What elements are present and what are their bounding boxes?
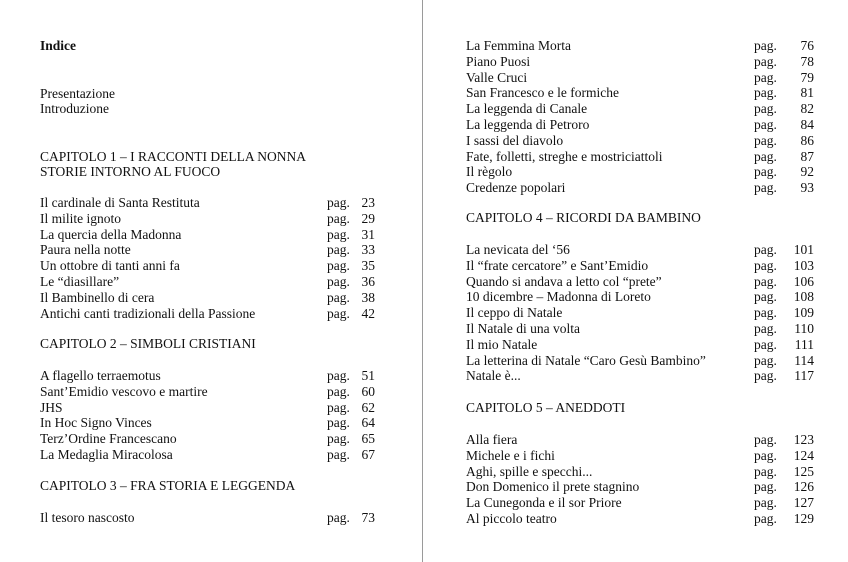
toc-entry-pag-label: pag. [754, 336, 777, 352]
toc-entry-title: La Femmina Morta [466, 38, 571, 53]
toc-entry-title: La Medaglia Miracolosa [40, 447, 173, 462]
toc-entry-page-number: 23 [361, 195, 375, 210]
toc-entry-page-number: 60 [361, 383, 375, 399]
toc-entry-pag-label: pag. [754, 85, 777, 101]
toc-entry-pag-label: pag. [754, 38, 777, 53]
toc-entry-pag-label: pag. [754, 132, 777, 148]
toc-entry-page-number: 76 [800, 38, 814, 53]
toc-entry-pag-label: pag. [754, 479, 777, 495]
toc-entry-title: La quercia della Madonna [40, 226, 182, 242]
toc-entry-pag-label: pag. [754, 511, 777, 526]
right-page [425, 0, 848, 562]
toc-entry-pag-label: pag. [754, 432, 777, 447]
toc-entry-pag-label: pag. [327, 415, 350, 431]
toc-entry-pag-label: pag. [327, 510, 350, 525]
toc-entry-pag-label: pag. [754, 69, 777, 85]
toc-entry-page-number: 93 [800, 180, 814, 196]
toc-entry-pag-label: pag. [754, 164, 777, 180]
toc-entry-pag-label: pag. [327, 258, 350, 274]
toc-entry-pag-label: pag. [754, 53, 777, 69]
toc-entry-pag-label: pag. [754, 117, 777, 132]
page-divider [422, 0, 423, 562]
toc-entry-title: Valle Cruci [466, 69, 528, 85]
toc-entry-pag-label: pag. [754, 180, 777, 196]
toc-entry-pag-label: pag. [327, 431, 350, 447]
toc-entry-page-number: 82 [800, 101, 814, 117]
toc-entry-title: Il “frate cercatore” e Sant’Emidio [466, 257, 649, 273]
toc-entry-pag-label: pag. [327, 447, 350, 462]
toc-entry-page-number: 62 [361, 399, 375, 415]
intro-presentazione: Presentazione [40, 86, 115, 101]
toc-entry-page-number: 81 [800, 85, 814, 101]
toc-entry-title: Il tesoro nascosto [40, 510, 135, 525]
toc-entry-title: Natale è... [466, 368, 521, 384]
toc-entry-page-number: 123 [793, 432, 814, 447]
toc-entry-page-number: 126 [793, 479, 814, 495]
toc-entry-pag-label: pag. [754, 273, 777, 289]
toc-entry-page-number: 29 [361, 210, 375, 226]
toc-entry-title: Quando si andava a letto col “prete” [466, 273, 662, 289]
toc-entry-title: Paura nella notte [40, 242, 131, 258]
chapter-1-title-line2: STORIE INTORNO AL FUOCO [40, 164, 221, 179]
chapter-4-title: CAPITOLO 4 – RICORDI DA BAMBINO [466, 210, 701, 225]
toc-entry-page-number: 51 [361, 368, 375, 383]
toc-entry-title: Piano Puosi [466, 53, 531, 69]
toc-entry-title: Il milite ignoto [40, 210, 121, 226]
toc-entry-title: Credenze popolari [466, 180, 566, 196]
toc-entry-page-number: 78 [800, 53, 814, 69]
toc-entry-pag-label: pag. [754, 321, 777, 336]
toc-entry-page-number: 38 [361, 289, 375, 305]
toc-entry-page-number: 103 [793, 257, 814, 273]
toc-entry-title: Aghi, spille e specchi... [466, 463, 593, 479]
toc-entry-pag-label: pag. [327, 368, 350, 383]
toc-entry-page-number: 92 [800, 164, 814, 180]
toc-entry-title: Il Bambinello di cera [40, 289, 155, 305]
toc-entry-page-number: 110 [794, 321, 814, 336]
toc-entry-pag-label: pag. [754, 148, 777, 164]
toc-entry-title: Il ceppo di Natale [466, 305, 563, 321]
toc-entry-title: La leggenda di Petroro [466, 117, 590, 132]
toc-entry-title: A flagello terraemotus [40, 368, 161, 383]
intro-introduzione: Introduzione [40, 101, 109, 116]
toc-entry-page-number: 114 [794, 352, 814, 368]
toc-entry-page-number: 109 [793, 305, 814, 321]
toc-entry-page-number: 36 [361, 274, 375, 289]
toc-entry-title: San Francesco e le formiche [466, 85, 619, 101]
toc-entry-page-number: 73 [361, 510, 375, 525]
toc-entry-title: La Cunegonda e il sor Priore [466, 495, 622, 511]
chapter-5-title: CAPITOLO 5 – ANEDDOTI [466, 400, 626, 415]
toc-entry-pag-label: pag. [754, 352, 777, 368]
toc-entry-pag-label: pag. [754, 463, 777, 479]
toc-entry-pag-label: pag. [327, 210, 350, 226]
toc-entry-pag-label: pag. [754, 289, 777, 305]
toc-entry-page-number: 42 [361, 305, 375, 321]
toc-entry-title: Alla fiera [466, 432, 518, 447]
toc-entry-title: Sant’Emidio vescovo e martire [40, 383, 208, 399]
toc-entry-title: Il règolo [466, 164, 513, 180]
toc-entry-pag-label: pag. [754, 101, 777, 117]
toc-entry-title: 10 dicembre – Madonna di Loreto [466, 289, 651, 305]
toc-entry-page-number: 65 [361, 431, 375, 447]
toc-entry-pag-label: pag. [754, 447, 777, 463]
chapter-1-title-line1: CAPITOLO 1 – I RACCONTI DELLA NONNA [40, 149, 306, 164]
toc-entry-pag-label: pag. [754, 257, 777, 273]
toc-entry-title: I sassi del diavolo [466, 132, 564, 148]
toc-entry-pag-label: pag. [754, 368, 777, 384]
toc-entry-page-number: 111 [794, 336, 814, 352]
chapter-3-title: CAPITOLO 3 – FRA STORIA E LEGGENDA [40, 478, 296, 493]
toc-entry-page-number: 79 [800, 69, 814, 85]
toc-entry-title: Il mio Natale [466, 336, 538, 352]
toc-entry-page-number: 108 [793, 289, 814, 305]
toc-entry-pag-label: pag. [327, 242, 350, 258]
toc-entry-page-number: 127 [793, 495, 814, 511]
toc-entry-title: Il Natale di una volta [466, 321, 580, 336]
toc-entry-page-number: 31 [361, 226, 375, 242]
toc-entry-page-number: 87 [800, 148, 814, 164]
toc-entry-pag-label: pag. [327, 305, 350, 321]
toc-entry-pag-label: pag. [754, 242, 777, 257]
toc-entry-pag-label: pag. [327, 274, 350, 289]
index-title: Indice [40, 38, 77, 53]
toc-entry-pag-label: pag. [327, 383, 350, 399]
toc-entry-page-number: 84 [800, 117, 814, 132]
left-page [0, 0, 422, 562]
toc-entry-page-number: 33 [361, 242, 375, 258]
toc-entry-title: La nevicata del ‘56 [466, 242, 570, 257]
toc-entry-title: Un ottobre di tanti anni fa [40, 258, 180, 274]
toc-entry-page-number: 117 [794, 368, 814, 384]
toc-entry-title: La leggenda di Canale [466, 101, 588, 117]
toc-entry-pag-label: pag. [754, 495, 777, 511]
toc-entry-page-number: 35 [361, 258, 375, 274]
toc-entry-title: Don Domenico il prete stagnino [466, 479, 640, 495]
toc-entry-pag-label: pag. [327, 289, 350, 305]
toc-entry-title: Il cardinale di Santa Restituta [40, 195, 200, 210]
toc-entry-page-number: 124 [793, 447, 814, 463]
toc-entry-title: In Hoc Signo Vinces [40, 415, 152, 431]
chapter-2-title: CAPITOLO 2 – SIMBOLI CRISTIANI [40, 336, 256, 351]
toc-entry-title: Terz’Ordine Francescano [40, 431, 177, 447]
toc-entry-pag-label: pag. [327, 195, 350, 210]
toc-entry-title: Fate, folletti, streghe e mostriciattoli [466, 148, 663, 164]
toc-entry-title: Le “diasillare” [40, 274, 120, 289]
toc-entry-page-number: 64 [361, 415, 375, 431]
toc-entry-title: Al piccolo teatro [466, 511, 557, 526]
toc-entry-title: Michele e i fichi [466, 447, 555, 463]
toc-entry-page-number: 101 [793, 242, 814, 257]
toc-entry-page-number: 125 [793, 463, 814, 479]
toc-entry-title: Antichi canti tradizionali della Passione [40, 305, 256, 321]
toc-entry-page-number: 86 [800, 132, 814, 148]
toc-entry-title: La letterina di Natale “Caro Gesù Bambino” [466, 352, 706, 368]
toc-entry-page-number: 129 [793, 511, 814, 526]
toc-entry-page-number: 106 [793, 273, 814, 289]
toc-entry-pag-label: pag. [754, 305, 777, 321]
toc-entry-title: JHS [40, 399, 63, 415]
toc-entry-pag-label: pag. [327, 399, 350, 415]
toc-entry-page-number: 67 [361, 447, 375, 462]
toc-entry-pag-label: pag. [327, 226, 350, 242]
